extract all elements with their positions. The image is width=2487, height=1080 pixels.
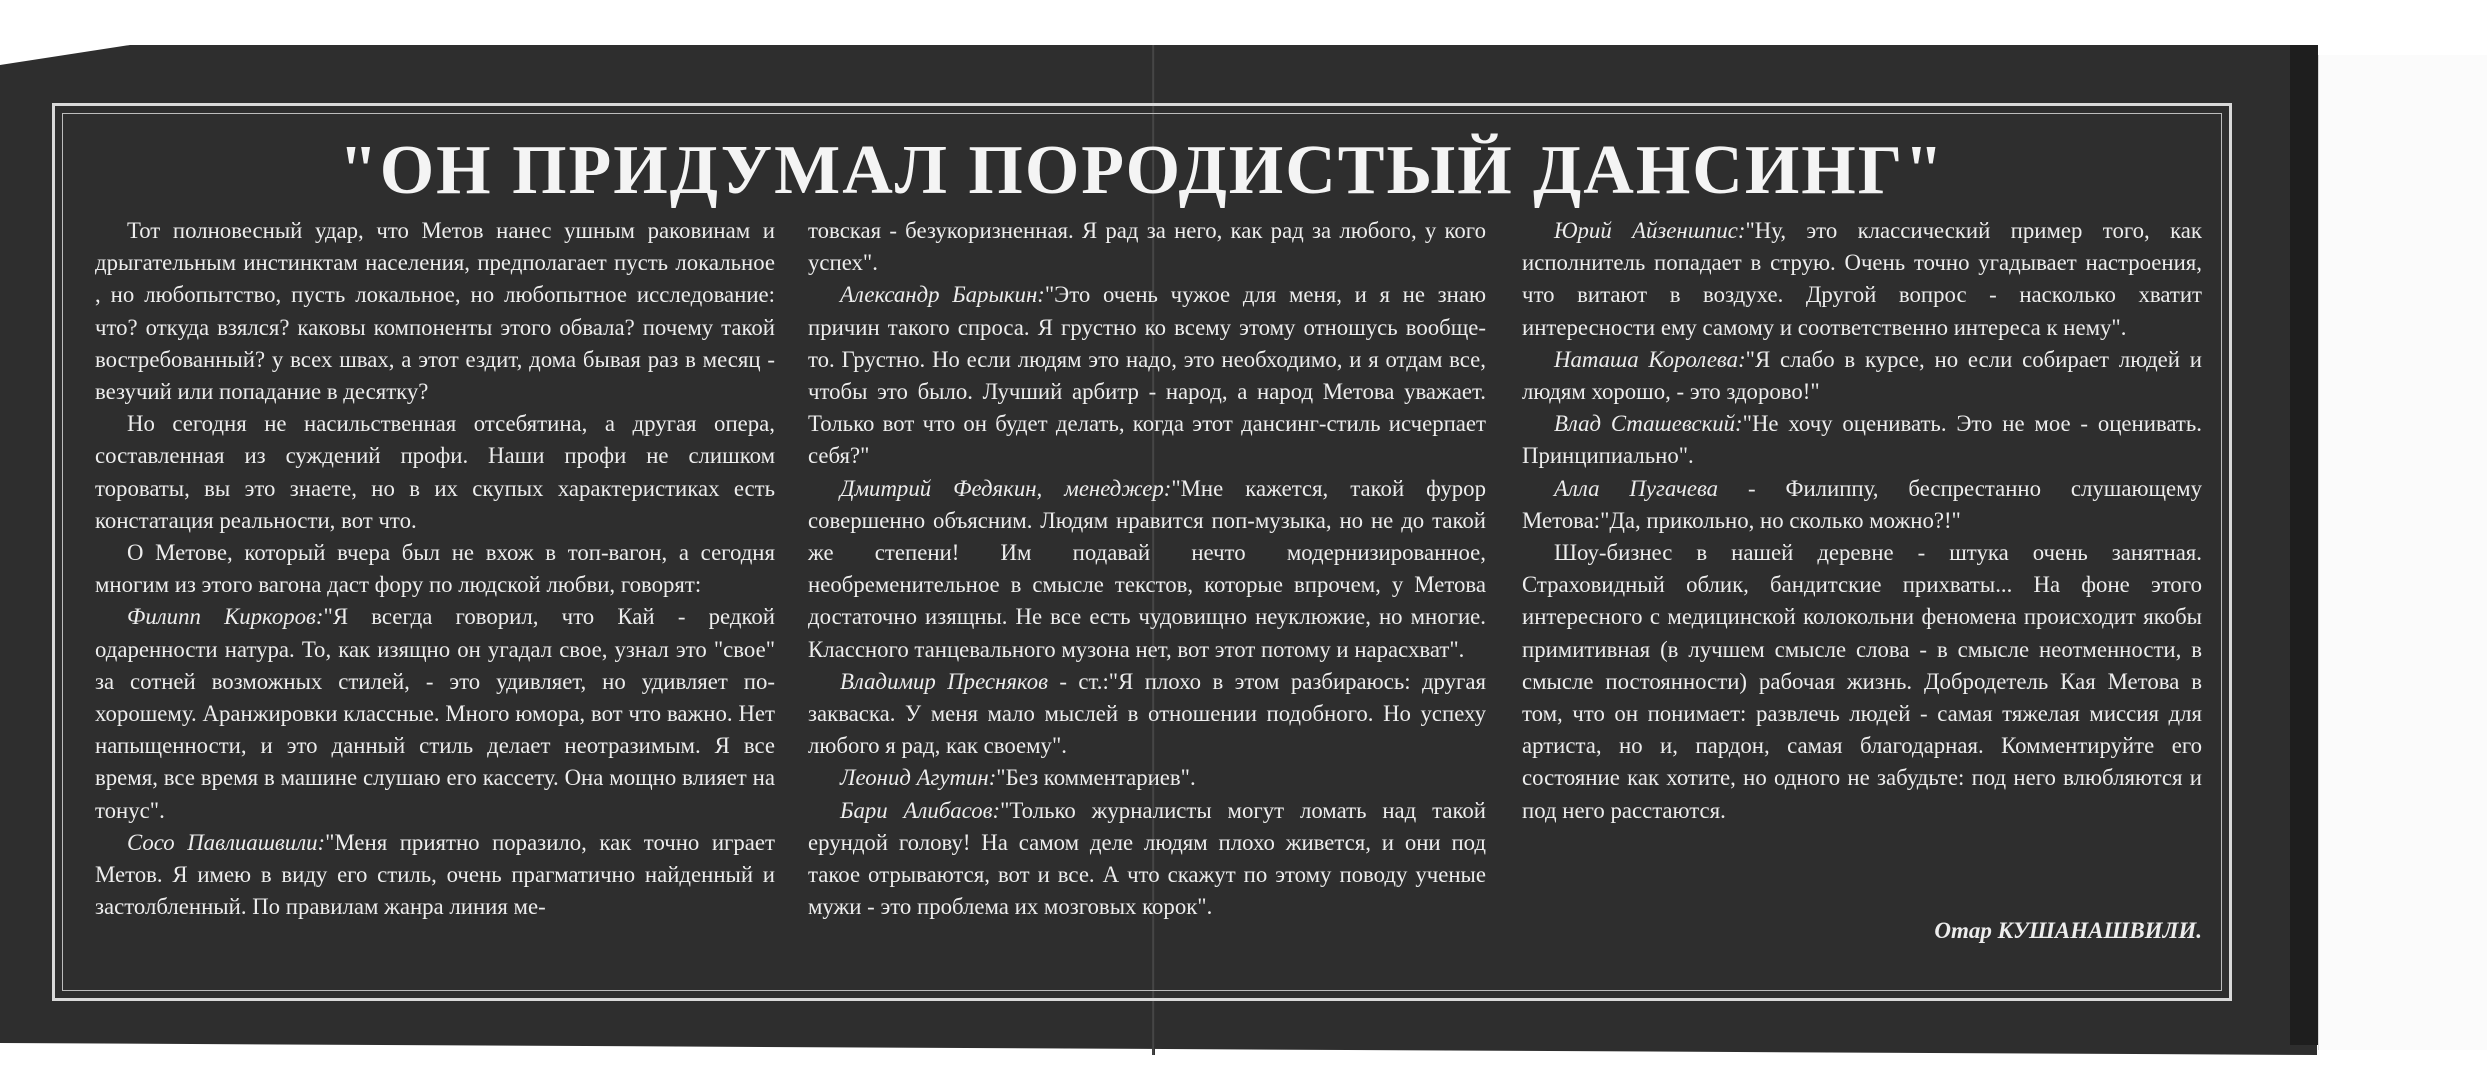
quote-paragraph: Леонид Агутин:"Без комментариев". <box>840 765 1196 791</box>
speaker-name: Влад Сташевский: <box>1554 411 1743 437</box>
author-signature: Отар КУШАНАШВИЛИ. <box>1934 918 2202 943</box>
paragraph-continued: товская - безукоризненная. Я рад за него, как рад за любого, у кого успех". <box>808 218 1486 276</box>
speaker-name: Сосо Павлиашвили: <box>127 829 326 855</box>
paragraph: Тот полновесный удар, что Метов нанес ушным раковинам и дрыгательным инстинктам населения, предполагает пусть локальное , но любопытство, пусть локальное, но любопытное исследование: что? откуда взялся? каковы компоненты этого обвала? почему такой востребованный? у всех швах, а этот ездит, дома бывая раз в месяц - везучий или попадание в десятку? <box>95 218 775 405</box>
column-2 <box>808 215 1486 923</box>
column-1 <box>95 215 775 923</box>
speaker-name: Леонид Агутин: <box>840 765 997 791</box>
column-3 <box>1522 215 2202 827</box>
paragraph: Но сегодня не насильственная отсебятина, а другая опера, составленная из суждений профи. Наши профи не слишком тороваты, вы это знаете, но в их скупых характеристиках есть констатация реальности, вот что. <box>95 411 775 533</box>
quote-paragraph: Дмитрий Федякин, менеджер:"Мне кажется, такой фурор совершенно объясним. Людям нравится поп-музыка, но не до такой же степени! Им подавай нечто модернизированное, необременительное в смысле текстов, которые впрочем, у Метова достаточно изящны. Не все есть чудовищно неуклюжие, но многие. Классного танцевального музона нет, вот этот потому и нарасхват". <box>808 475 1486 662</box>
paragraph: О Метове, который вчера был не вхож в топ-вагон, а сегодня многим из этого вагона даст фору по людской любви, говорят: <box>95 540 775 598</box>
speaker-name: Александр Барыкин: <box>840 282 1045 308</box>
paragraph: Шоу-бизнес в нашей деревне - штука очень занятная. Страховидный облик, бандитские прихваты... На фоне этого интересного с медицинской колокольни феномена происходит якобы примитивная (в лучшем смысле слова - в смысле неотменности, в смысле постоянности) рабочая жизнь. Добродетель Кая Метова в том, что он понимает: развлечь людей - самая тяжелая миссия для артиста, но и, пардон, самая благодарная. Комментируйте его состояние как хотите, но одного не забудьте: под него влюбляются и под него расстаются. <box>1522 540 2202 823</box>
quote-paragraph: Наташа Королева:"Я слабо в курсе, но если собирает людей и людям хорошо, - это здорово!" <box>1522 346 2202 405</box>
speaker-name: Юрий Айзеншпис: <box>1554 218 1746 243</box>
speaker-name: Дмитрий Федякин, менеджер: <box>840 475 1172 501</box>
speaker-name: Наташа Королева: <box>1554 346 1746 372</box>
quote-paragraph: Владимир Пресняков - ст.:"Я плохо в этом разбираюсь: другая закваска. У меня мало мыслей в отношении подобного. Но успеху любого я рад, как своему". <box>808 668 1486 759</box>
quote-paragraph: Бари Алибасов:"Только журналисты могут ломать над такой ерундой голову! На самом деле людям плохо живется, и они под такое отрываются, вот и все. А что скажут по этому поводу ученые мужи - это проблема их мозговых корок". <box>808 797 1486 920</box>
article-headline: "ОН ПРИДУМАЛ ПОРОДИСТЫЙ ДАНСИНГ" <box>338 132 1946 209</box>
booklet-edge-strip <box>2290 45 2318 1045</box>
paper-margin <box>2318 55 2487 1050</box>
quote-paragraph: Влад Сташевский:"Не хочу оценивать. Это не мое - оценивать. Принципиально". <box>1522 411 2202 469</box>
speaker-name: Алла Пугачева <box>1554 475 1719 501</box>
quote-paragraph: Александр Барыкин:"Это очень чужое для меня, и я не знаю причин такого спроса. Я грустно ко всему этому отношусь вообще-то. Грустно. Но если людям это надо, это необходимо, и я отдам все, чтобы это было. Лучший арбитр - народ, а народ Метова уважает. Только вот что он будет делать, когда этот дансинг-стиль исчерпает себя?" <box>808 282 1486 469</box>
quote-paragraph: Сосо Павлиашвили:"Меня приятно поразило, как точно играет Метов. Я имею в виду его стиль, очень прагматично найденный и застолбленный. По правилам жанра линия ме- <box>95 829 775 920</box>
speaker-name: Филипп Киркоров: <box>127 604 324 630</box>
quote-paragraph: Филипп Киркоров:"Я всегда говорил, что Кай - редкой одаренности натура. То, как изящно он угадал свое, узнал это "свое" за сотней возможных стилей, - это удивляет, но удивляет по-хорошему. Аранжировки классные. Много юмора, вот что важно. Нет напыщенности, и это данный стиль делает неотразимым. Я все время, все время в машине слушаю его кассету. Она мощно влияет на тонус". <box>95 604 775 823</box>
quote-paragraph: Алла Пугачева - Филиппу, беспрестанно слушающему Метова:"Да, прикольно, но сколько можно?!" <box>1522 475 2202 533</box>
speaker-name: Владимир Пресняков <box>840 668 1049 694</box>
quote-paragraph: Юрий Айзеншпис:"Ну, это классический пример того, как исполнитель попадает в струю. Очень точно угадывает настроения, что витают в воздухе. Другой вопрос - насколько хватит интересности ему самому и соответственно интереса к нему". <box>1522 218 2202 340</box>
speaker-name: Бари Алибасов: <box>840 797 1001 823</box>
